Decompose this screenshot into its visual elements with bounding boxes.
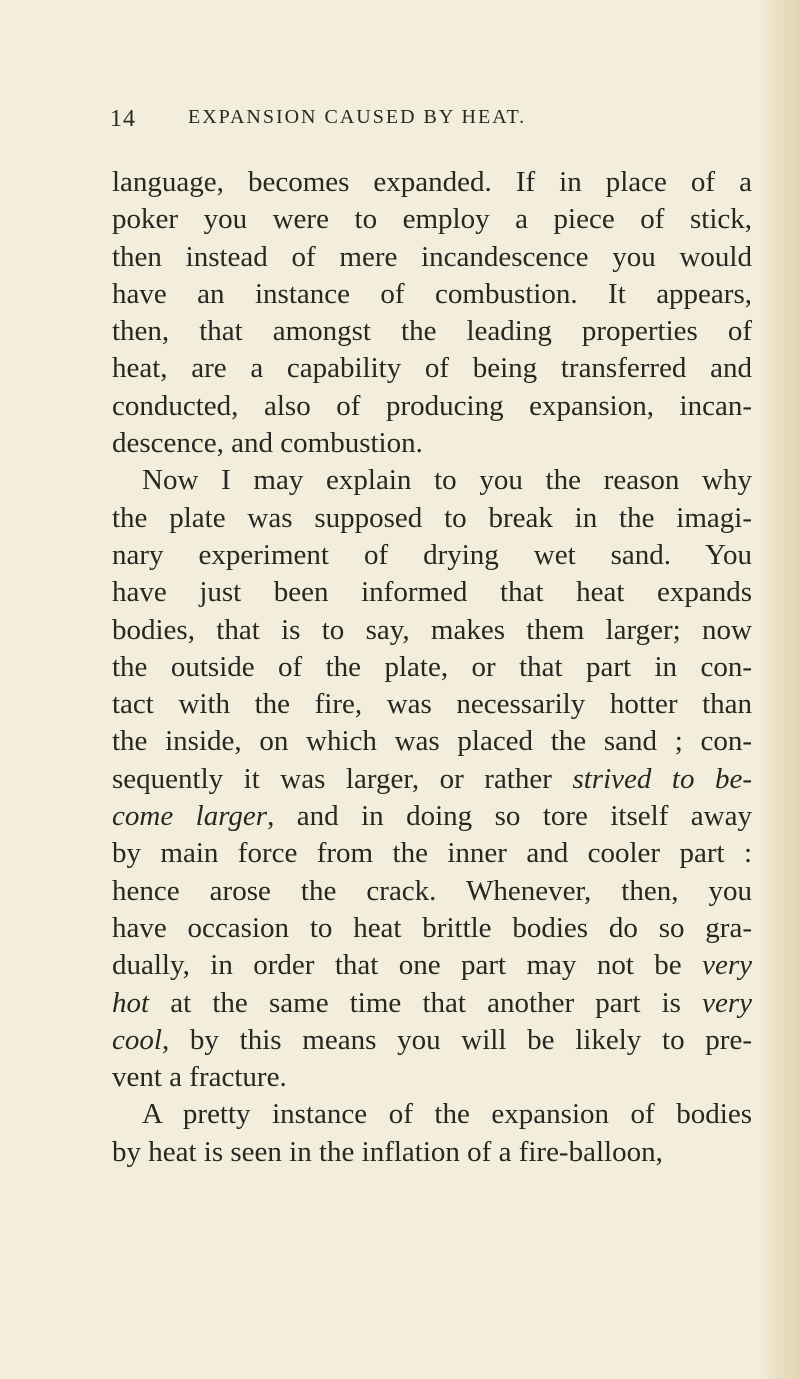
text-line: A pretty instance of the expansion of bodies [142,1098,752,1131]
text-line: the plate was supposed to break in the imagi- [112,501,752,534]
running-head: EXPANSION CAUSED BY HEAT. [188,106,527,128]
text-line: by main force from the inner and cooler part : [112,837,752,870]
text-line: vent a fracture. [112,1061,287,1094]
text-line: have occasion to heat brittle bodies do so gra- [112,911,752,944]
text-line [112,798,752,835]
text-run: , and in doing so tore itself away [267,800,752,833]
text-line: conducted, also of producing expansion, incan- [112,389,752,422]
text-line: language, becomes expanded. If in place of a [112,166,752,198]
page-number: 14 [110,106,136,132]
body-text [112,164,752,1171]
text-line: then, that amongst the leading properties of [112,315,752,348]
italic-run: strived to be- [572,762,753,795]
italic-run: very [702,986,753,1019]
text-line [112,947,752,984]
text-line: hence arose the crack. Whenever, then, you [112,874,752,907]
text-line: heat, are a capability of being transferred and [112,352,752,385]
text-line: nary experiment of drying wet sand. You [112,538,752,571]
italic-run: hot [112,986,150,1019]
text-run: dually, in order that one part may not be [112,949,682,982]
text-run: sequently it was larger, or rather [112,762,552,795]
text-line: then instead of mere incandescence you would [112,240,752,273]
text-line: by heat is seen in the inflation of a fire-balloon, [112,1135,663,1168]
page-header [110,106,750,146]
text-line: poker you were to employ a piece of stick, [112,203,752,236]
text-run: at the same time that another part is [149,986,681,1019]
text-line: tact with the fire, was necessarily hotter than [112,688,752,721]
text-line: descence, and combustion. [112,427,423,460]
page-edge-shadow [758,0,800,1379]
text-line [112,1022,752,1059]
text-line [112,985,752,1022]
text-line [112,761,752,798]
italic-run: very [702,949,753,982]
text-line: bodies, that is to say, makes them larger; now [112,613,752,646]
italic-run: cool [112,1023,162,1056]
text-line: the inside, on which was placed the sand ; con- [112,725,752,758]
italic-run: come larger [112,800,268,833]
text-run: , by this means you will be likely to pre- [161,1023,752,1056]
text-line: the outside of the plate, or that part in con- [112,650,752,683]
text-line: have just been informed that heat expands [112,576,752,609]
text-line: have an instance of combustion. It appears, [112,277,752,310]
text-line: Now I may explain to you the reason why [142,464,752,497]
